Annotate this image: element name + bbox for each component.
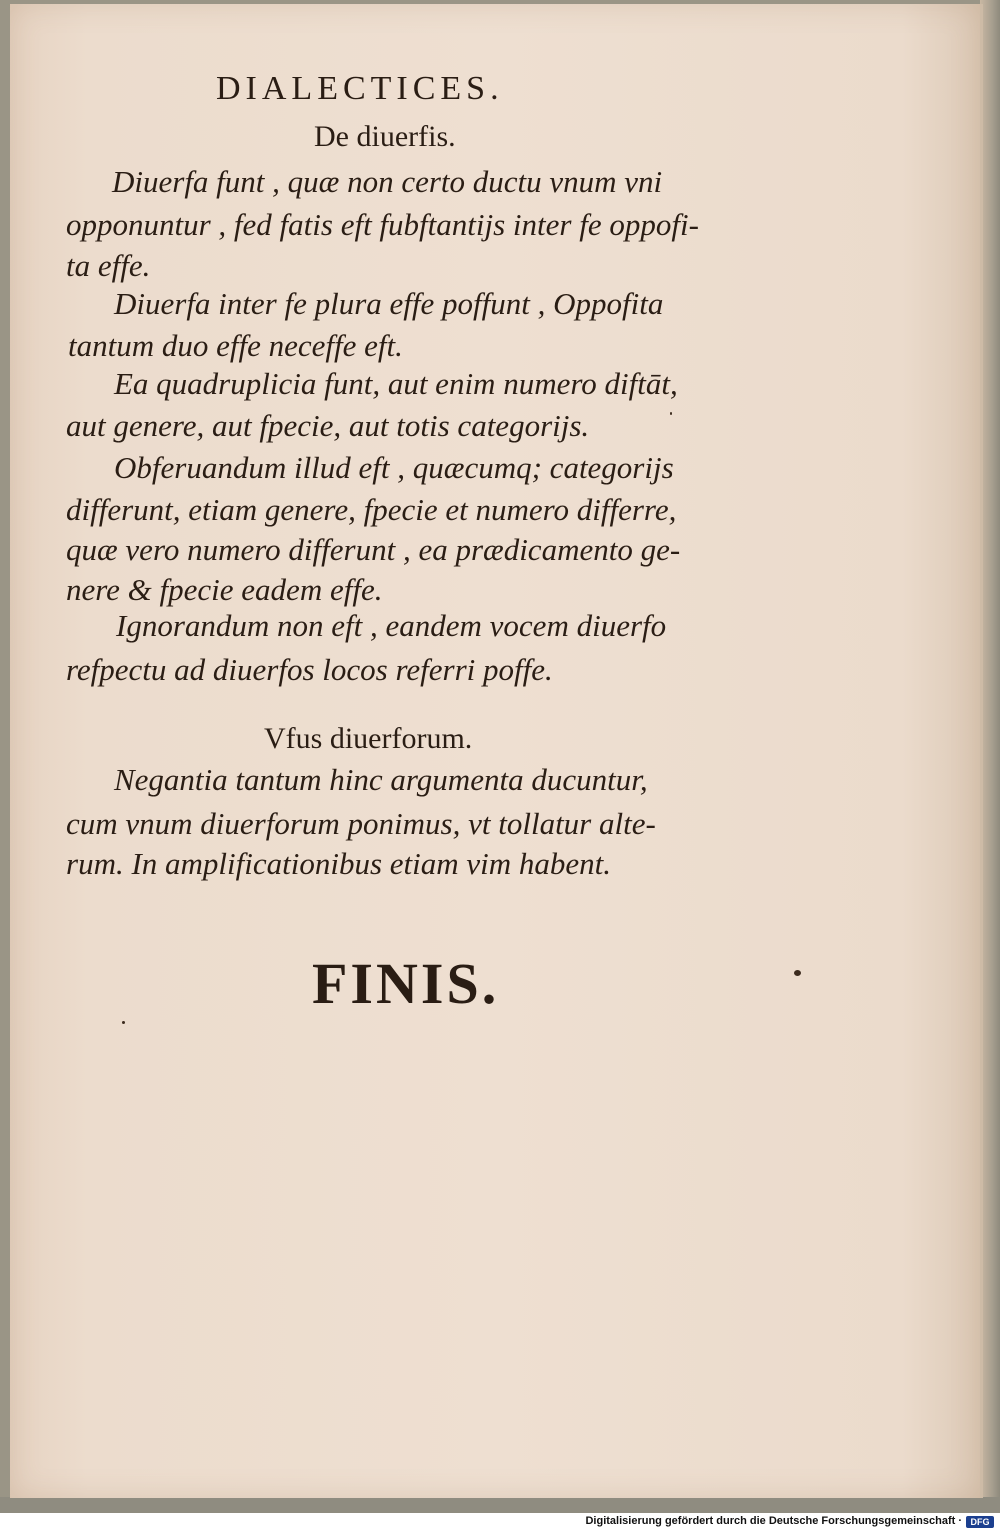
usage-line: Negantia tantum hinc argumenta ducuntur, [114,762,648,797]
usage-line: rum. In amplificationibus etiam vim habent. [66,846,612,881]
text-line: aut genere, aut fpecie, aut totis categorijs. [66,408,590,443]
text-line: opponuntur , fed fatis eft fubftantijs inter fe oppofi- [66,207,699,242]
text-line: Obferuandum illud eft , quæcumq; categorijs [114,450,674,485]
ink-speck [670,412,672,415]
text-line: Ignorandum non eft , eandem vocem diuerfo [116,608,667,643]
text-line: Ea quadruplicia funt, aut enim numero diftāt, [114,366,678,401]
usage-line: cum vnum diuerforum ponimus, vt tollatur alte- [66,806,656,841]
text-line: Diuerfa funt , quæ non certo ductu vnum vni [112,164,663,199]
page-edge-right [980,0,1000,1513]
text-line: ta effe. [66,248,151,283]
section-heading-usus: Vfus diuerforum. [264,722,473,755]
text-line: tantum duo effe neceffe eft. [68,328,403,363]
running-head: DIALECTICES. [216,70,504,107]
funding-credit: Digitalisierung gefördert durch die Deutsche Forschungsgemeinschaft · [585,1515,962,1527]
ink-speck [122,1021,125,1024]
text-line: differunt, etiam genere, fpecie et numero differre, [66,492,677,527]
digitization-footer [0,1513,1000,1531]
text-line: quæ vero numero differunt , ea prædicamento ge- [66,532,681,567]
book-page [10,4,983,1498]
section-heading-diversis: De diuerfis. [314,120,456,153]
dfg-logo-icon: DFG [966,1516,994,1528]
page-edge-bottom [0,1497,1000,1513]
ink-speck [794,970,801,976]
text-line: nere & fpecie eadem effe. [66,572,383,607]
text-line: Diuerfa inter fe plura effe poffunt , Oppofita [114,286,664,321]
finis-title: FINIS. [312,951,500,1016]
text-line: refpectu ad diuerfos locos referri poffe. [66,652,553,687]
